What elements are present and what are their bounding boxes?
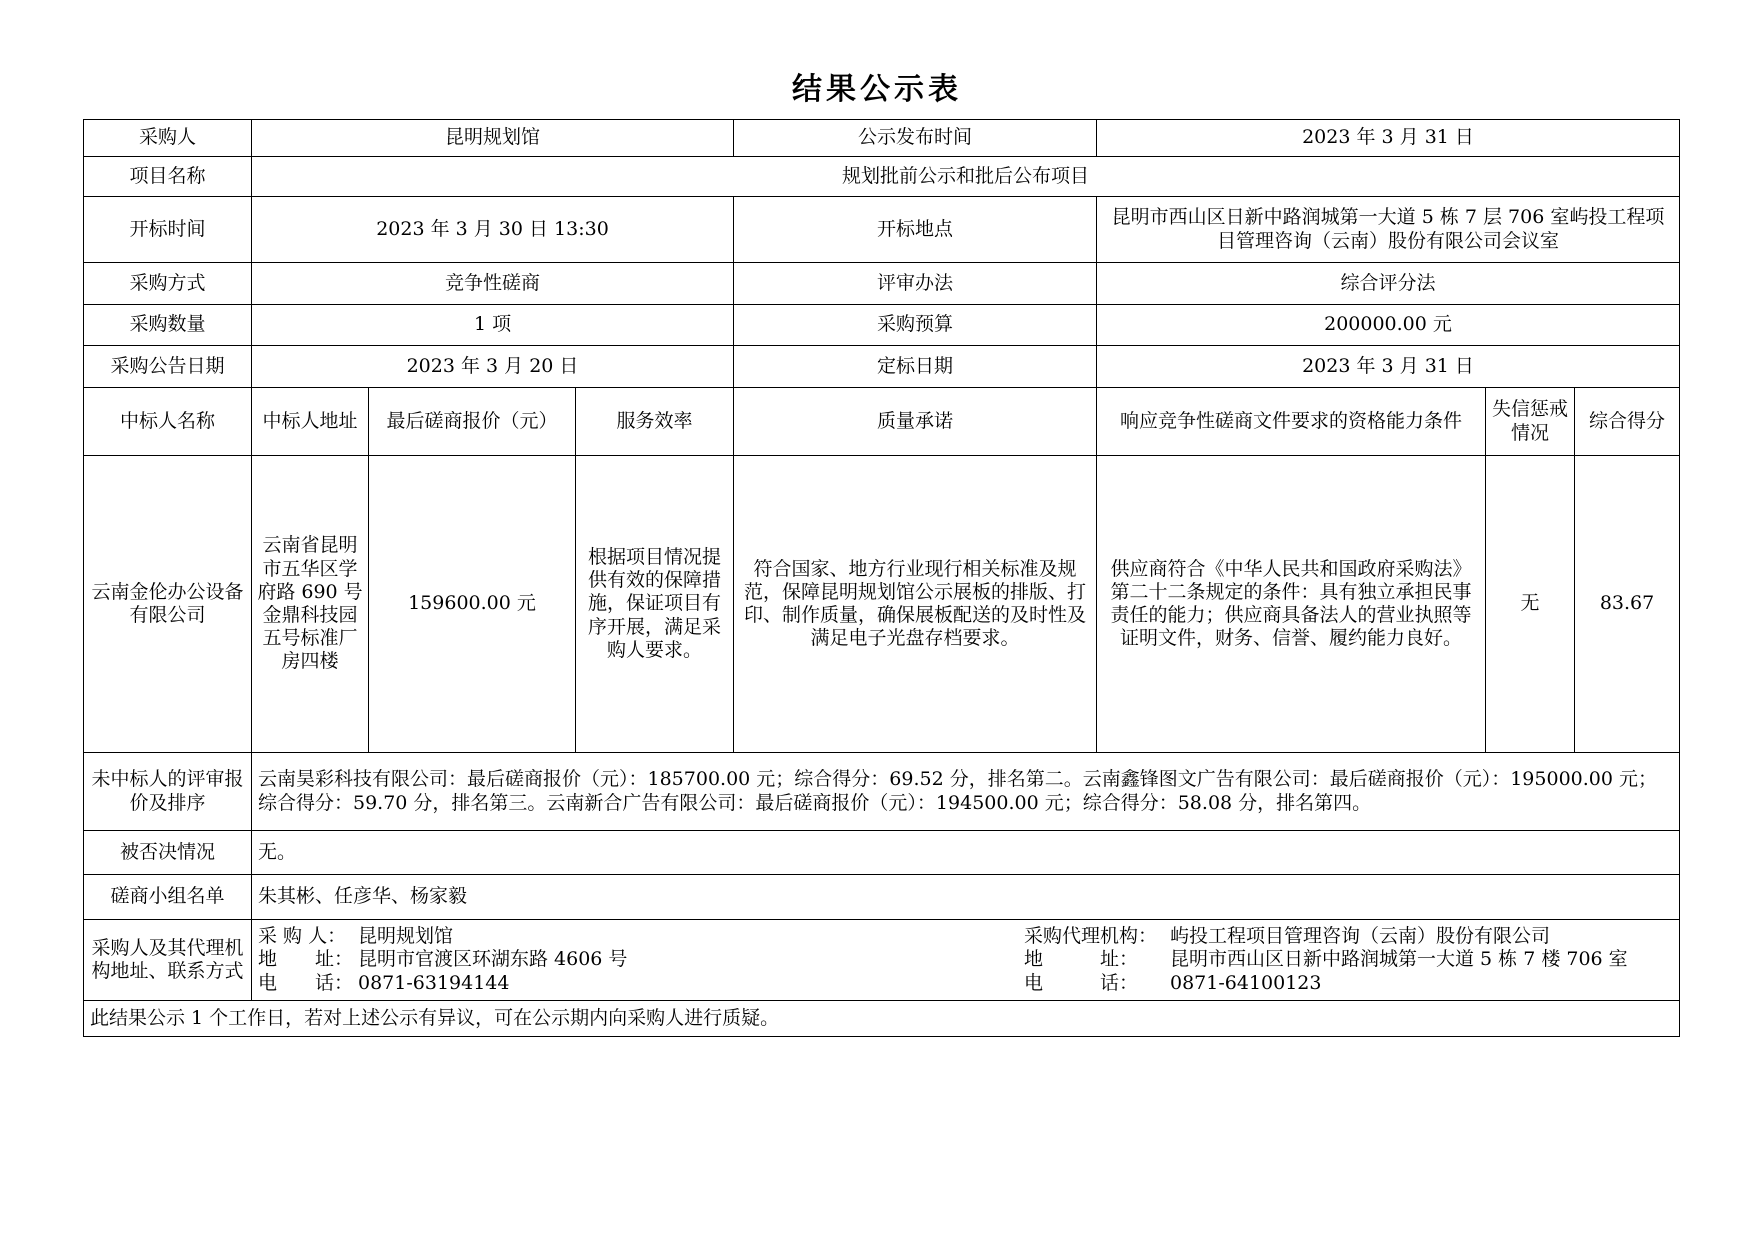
label-rejected: 被否决情况 — [84, 831, 252, 875]
agent-name: 屿投工程项目管理咨询（云南）股份有限公司 — [1170, 925, 1551, 948]
winner-addr: 云南省昆明市五华区学府路 690 号金鼎科技园五号标准厂房四楼 — [252, 456, 369, 753]
contacts-cell — [252, 920, 1680, 1001]
label-qty: 采购数量 — [84, 305, 252, 346]
losers-row — [84, 753, 1680, 831]
contacts-row — [84, 920, 1680, 1001]
agent-name-label: 采购代理机构： — [1024, 925, 1158, 948]
label-method: 采购方式 — [84, 263, 252, 305]
row-project — [84, 157, 1680, 197]
method-value: 竞争性磋商 — [252, 263, 734, 305]
header-quality: 质量承诺 — [734, 388, 1097, 456]
agent-tel-label: 电 话： — [1024, 971, 1139, 994]
header-winner-name: 中标人名称 — [84, 388, 252, 456]
rejected-row — [84, 831, 1680, 875]
contacts-grid — [258, 925, 1673, 995]
footer-note: 此结果公示 1 个工作日，若对上述公示有异议，可在公示期内向采购人进行质疑。 — [84, 1001, 1680, 1037]
agent-addr-label: 地 址： — [1024, 948, 1139, 971]
winner-service: 根据项目情况提供有效的保障措施，保证项目有序开展，满足采购人要求。 — [576, 456, 734, 753]
buyer-name-label: 采 购 人： — [258, 925, 347, 948]
header-score: 综合得分 — [1575, 388, 1680, 456]
review-value: 综合评分法 — [1097, 263, 1680, 305]
header-final-price: 最后磋商报价（元） — [369, 388, 576, 456]
page-title: 结果公示表 — [792, 72, 962, 107]
budget-value: 200000.00 元 — [1097, 305, 1680, 346]
row-qty — [84, 305, 1680, 346]
result-table — [83, 119, 1680, 1037]
label-open-time: 开标时间 — [84, 197, 252, 263]
winner-name: 云南金伦办公设备有限公司 — [84, 456, 252, 753]
header-winner-addr: 中标人地址 — [252, 388, 369, 456]
label-contacts: 采购人及其代理机构地址、联系方式 — [84, 920, 252, 1001]
label-losers: 未中标人的评审报价及排序 — [84, 753, 252, 831]
winner-quality: 符合国家、地方行业现行相关标准及规范，保障昆明规划馆公示展板的排版、打印、制作质量，确保展板配送的及时性及满足电子光盘存档要求。 — [734, 456, 1097, 753]
header-service: 服务效率 — [576, 388, 734, 456]
winner-header-row — [84, 388, 1680, 456]
winner-score: 83.67 — [1575, 456, 1680, 753]
panel-row — [84, 875, 1680, 920]
footer-row — [84, 1001, 1680, 1037]
label-panel: 磋商小组名单 — [84, 875, 252, 920]
buyer-tel-label: 电 话： — [258, 971, 354, 994]
award-date-value: 2023 年 3 月 31 日 — [1097, 346, 1680, 388]
label-notice-date: 采购公告日期 — [84, 346, 252, 388]
buyer-addr: 昆明市官渡区环湖东路 4606 号 — [358, 948, 628, 971]
agent-addr: 昆明市西山区日新中路润城第一大道 5 栋 7 楼 706 室 — [1170, 948, 1628, 971]
label-award-date: 定标日期 — [734, 346, 1097, 388]
agent-tel: 0871-64100123 — [1170, 971, 1322, 994]
publish-time-value: 2023 年 3 月 31 日 — [1097, 120, 1680, 157]
row-buyer — [84, 120, 1680, 157]
open-time-value: 2023 年 3 月 30 日 13:30 — [252, 197, 734, 263]
qty-value: 1 项 — [252, 305, 734, 346]
project-name-value: 规划批前公示和批后公布项目 — [252, 157, 1680, 197]
header-qualification: 响应竞争性磋商文件要求的资格能力条件 — [1097, 388, 1486, 456]
buyer-addr-label: 地 址： — [258, 948, 354, 971]
losers-text: 云南昊彩科技有限公司：最后磋商报价（元）：185700.00 元；综合得分：69.52 分，排名第二。云南鑫锋图文广告有限公司：最后磋商报价（元）：195000.00 元；综合得分：59.70 分，排名第三。云南新合广告有限公司：最后磋商报价（元）：194500.00 元；综合得分：58.08 分，排名第四。 — [252, 753, 1680, 831]
row-open — [84, 197, 1680, 263]
buyer-value: 昆明规划馆 — [252, 120, 734, 157]
notice-date-value: 2023 年 3 月 20 日 — [252, 346, 734, 388]
buyer-name: 昆明规划馆 — [358, 925, 454, 948]
label-project-name: 项目名称 — [84, 157, 252, 197]
label-open-place: 开标地点 — [734, 197, 1097, 263]
buyer-tel: 0871-63194144 — [358, 971, 510, 994]
winner-row — [84, 456, 1680, 753]
winner-qualification: 供应商符合《中华人民共和国政府采购法》第二十二条规定的条件：具有独立承担民事责任的能力；供应商具备法人的营业执照等证明文件，财务、信誉、履约能力良好。 — [1097, 456, 1486, 753]
label-budget: 采购预算 — [734, 305, 1097, 346]
winner-price: 159600.00 元 — [369, 456, 576, 753]
row-method — [84, 263, 1680, 305]
label-review: 评审办法 — [734, 263, 1097, 305]
row-dates — [84, 346, 1680, 388]
header-dishonest: 失信惩戒情况 — [1486, 388, 1575, 456]
rejected-text: 无。 — [252, 831, 1680, 875]
winner-dishonest: 无 — [1486, 456, 1575, 753]
label-publish-time: 公示发布时间 — [734, 120, 1097, 157]
panel-text: 朱其彬、任彦华、杨家毅 — [252, 875, 1680, 920]
label-buyer: 采购人 — [84, 120, 252, 157]
open-place-value: 昆明市西山区日新中路润城第一大道 5 栋 7 层 706 室屿投工程项目管理咨询（云南）股份有限公司会议室 — [1097, 197, 1680, 263]
